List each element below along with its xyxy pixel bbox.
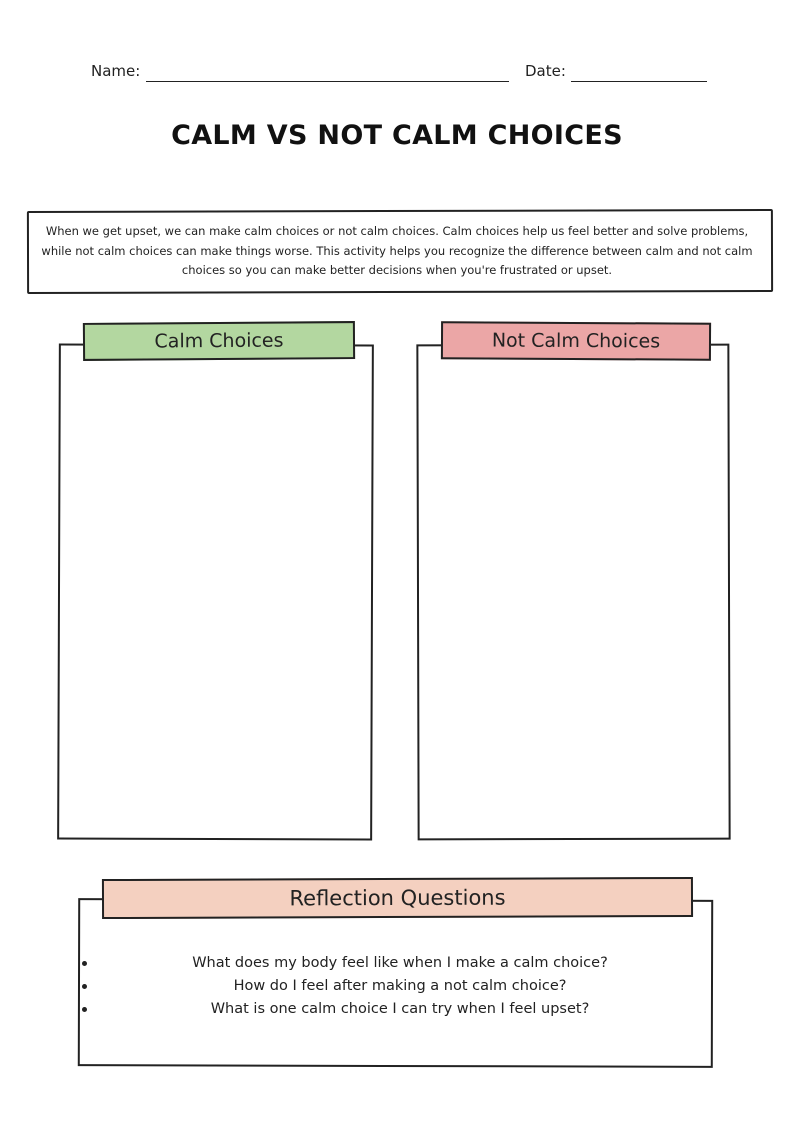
calm-choices-label: Calm Choices [154,329,284,353]
bullet-icon [82,961,87,966]
reflection-header [102,877,693,919]
not-calm-choices-area[interactable] [416,344,730,841]
list-item [80,998,720,1021]
calm-choices-area[interactable] [57,343,374,840]
list-item [80,952,720,975]
list-item [80,975,720,998]
reflection-question: How do I feel after making a not calm choice? [233,978,567,994]
name-label: Name: [91,62,141,80]
bullet-icon [82,984,87,989]
reflection-question: What is one calm choice I can try when I feel upset? [210,1001,590,1017]
page-title: CALM VS NOT CALM CHOICES [171,120,623,151]
reflection-label: Reflection Questions [289,885,506,911]
calm-choices-header [83,321,355,361]
bullet-icon [82,1007,87,1012]
reflection-question-list [80,952,720,1021]
reflection-question: What does my body feel like when I make a calm choice? [192,955,608,971]
not-calm-choices-header [441,321,711,360]
date-label: Date: [525,62,566,80]
name-field[interactable] [146,81,509,82]
not-calm-choices-label: Not Calm Choices [491,329,661,353]
date-field[interactable] [571,81,707,82]
intro-text: When we get upset, we can make calm choices or not calm choices. Calm choices help us feel better and solve problems, while not calm choices can make things worse. This activity helps you recognize the difference between calm and not calm choices so you can make better decisions when you're frustrated or upset. [41,224,753,277]
